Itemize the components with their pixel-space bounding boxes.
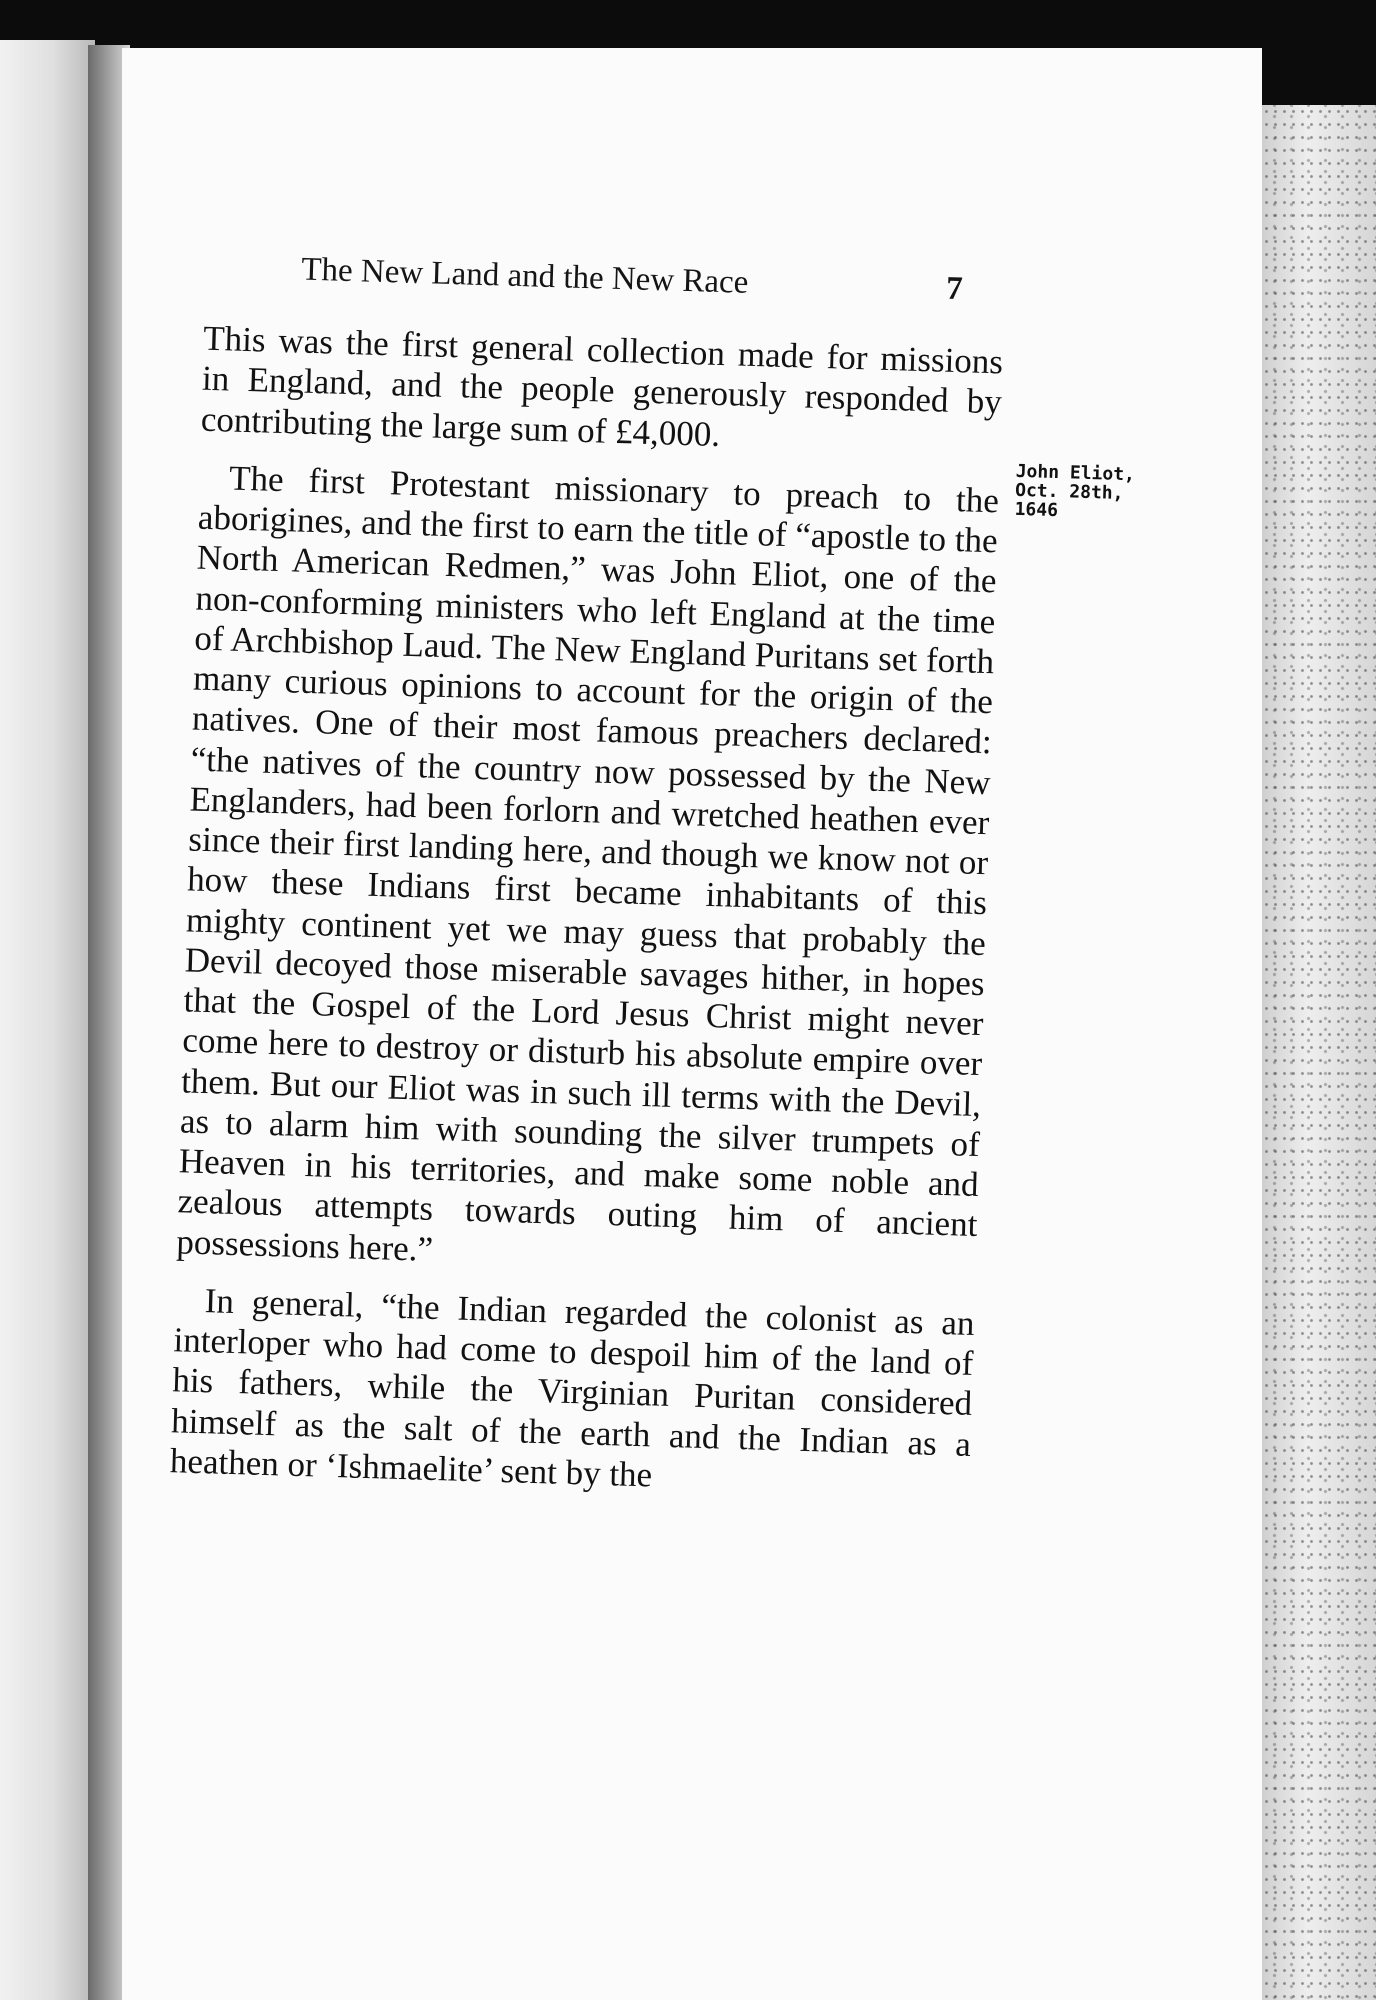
facing-page-edge [0, 40, 95, 2000]
page-number: 7 [945, 270, 964, 308]
running-title: The New Land and the New Race [300, 251, 749, 301]
paragraph: The first Protestant missionary to preach to the aborigines, and the first to earn the title of “apostle to the North American Redmen,” was John Eliot, one of the non-conforming ministers who left England at the time of Archbishop Laud. The New England Puritans set forth many curious opinions to account for the origin of the natives. One of their most famous preachers declared: “the natives of the country now possessed by the New Englanders, had been forlorn and wretched heathen ever since their first landing here, and though we know not or how these Indians first became inhabitants of this mighty continent yet we may guess that probably the Devil decoyed those miserable savages hither, in hopes that the Gospel of the Lord Jesus Christ might never come here to destroy or disturb his absolute empire over them. But our Eliot was in such ill terms with the Devil, as to alarm him with sounding the silver trumpets of Heaven in his territories, and make some noble and zealous attempts towards outing him of ancient possessions here.” [175, 458, 1000, 1269]
margin-note-line: John Eliot, [1015, 460, 1136, 486]
margin-note-line: 1646 [1014, 498, 1059, 521]
body-text [169, 319, 1003, 1505]
page-block-edge [1262, 105, 1376, 2000]
paragraph: This was the first general collection made for missions in England, and the people generously responded by contributing the large sum of £4,000. [200, 318, 1004, 454]
margin-note-line: Oct. 28th, [1014, 479, 1124, 504]
margin-note [1014, 460, 1176, 524]
page-content [145, 248, 1192, 1528]
book-page [122, 48, 1262, 2000]
paragraph: In general, “the Indian regarded the colonist as an interloper who had come to despoil him of the land of his fathers, while the Virginian Puritan considered himself as the salt of the earth and the Indian as a heathen or ‘Ishmaelite’ sent by the [169, 1280, 976, 1495]
